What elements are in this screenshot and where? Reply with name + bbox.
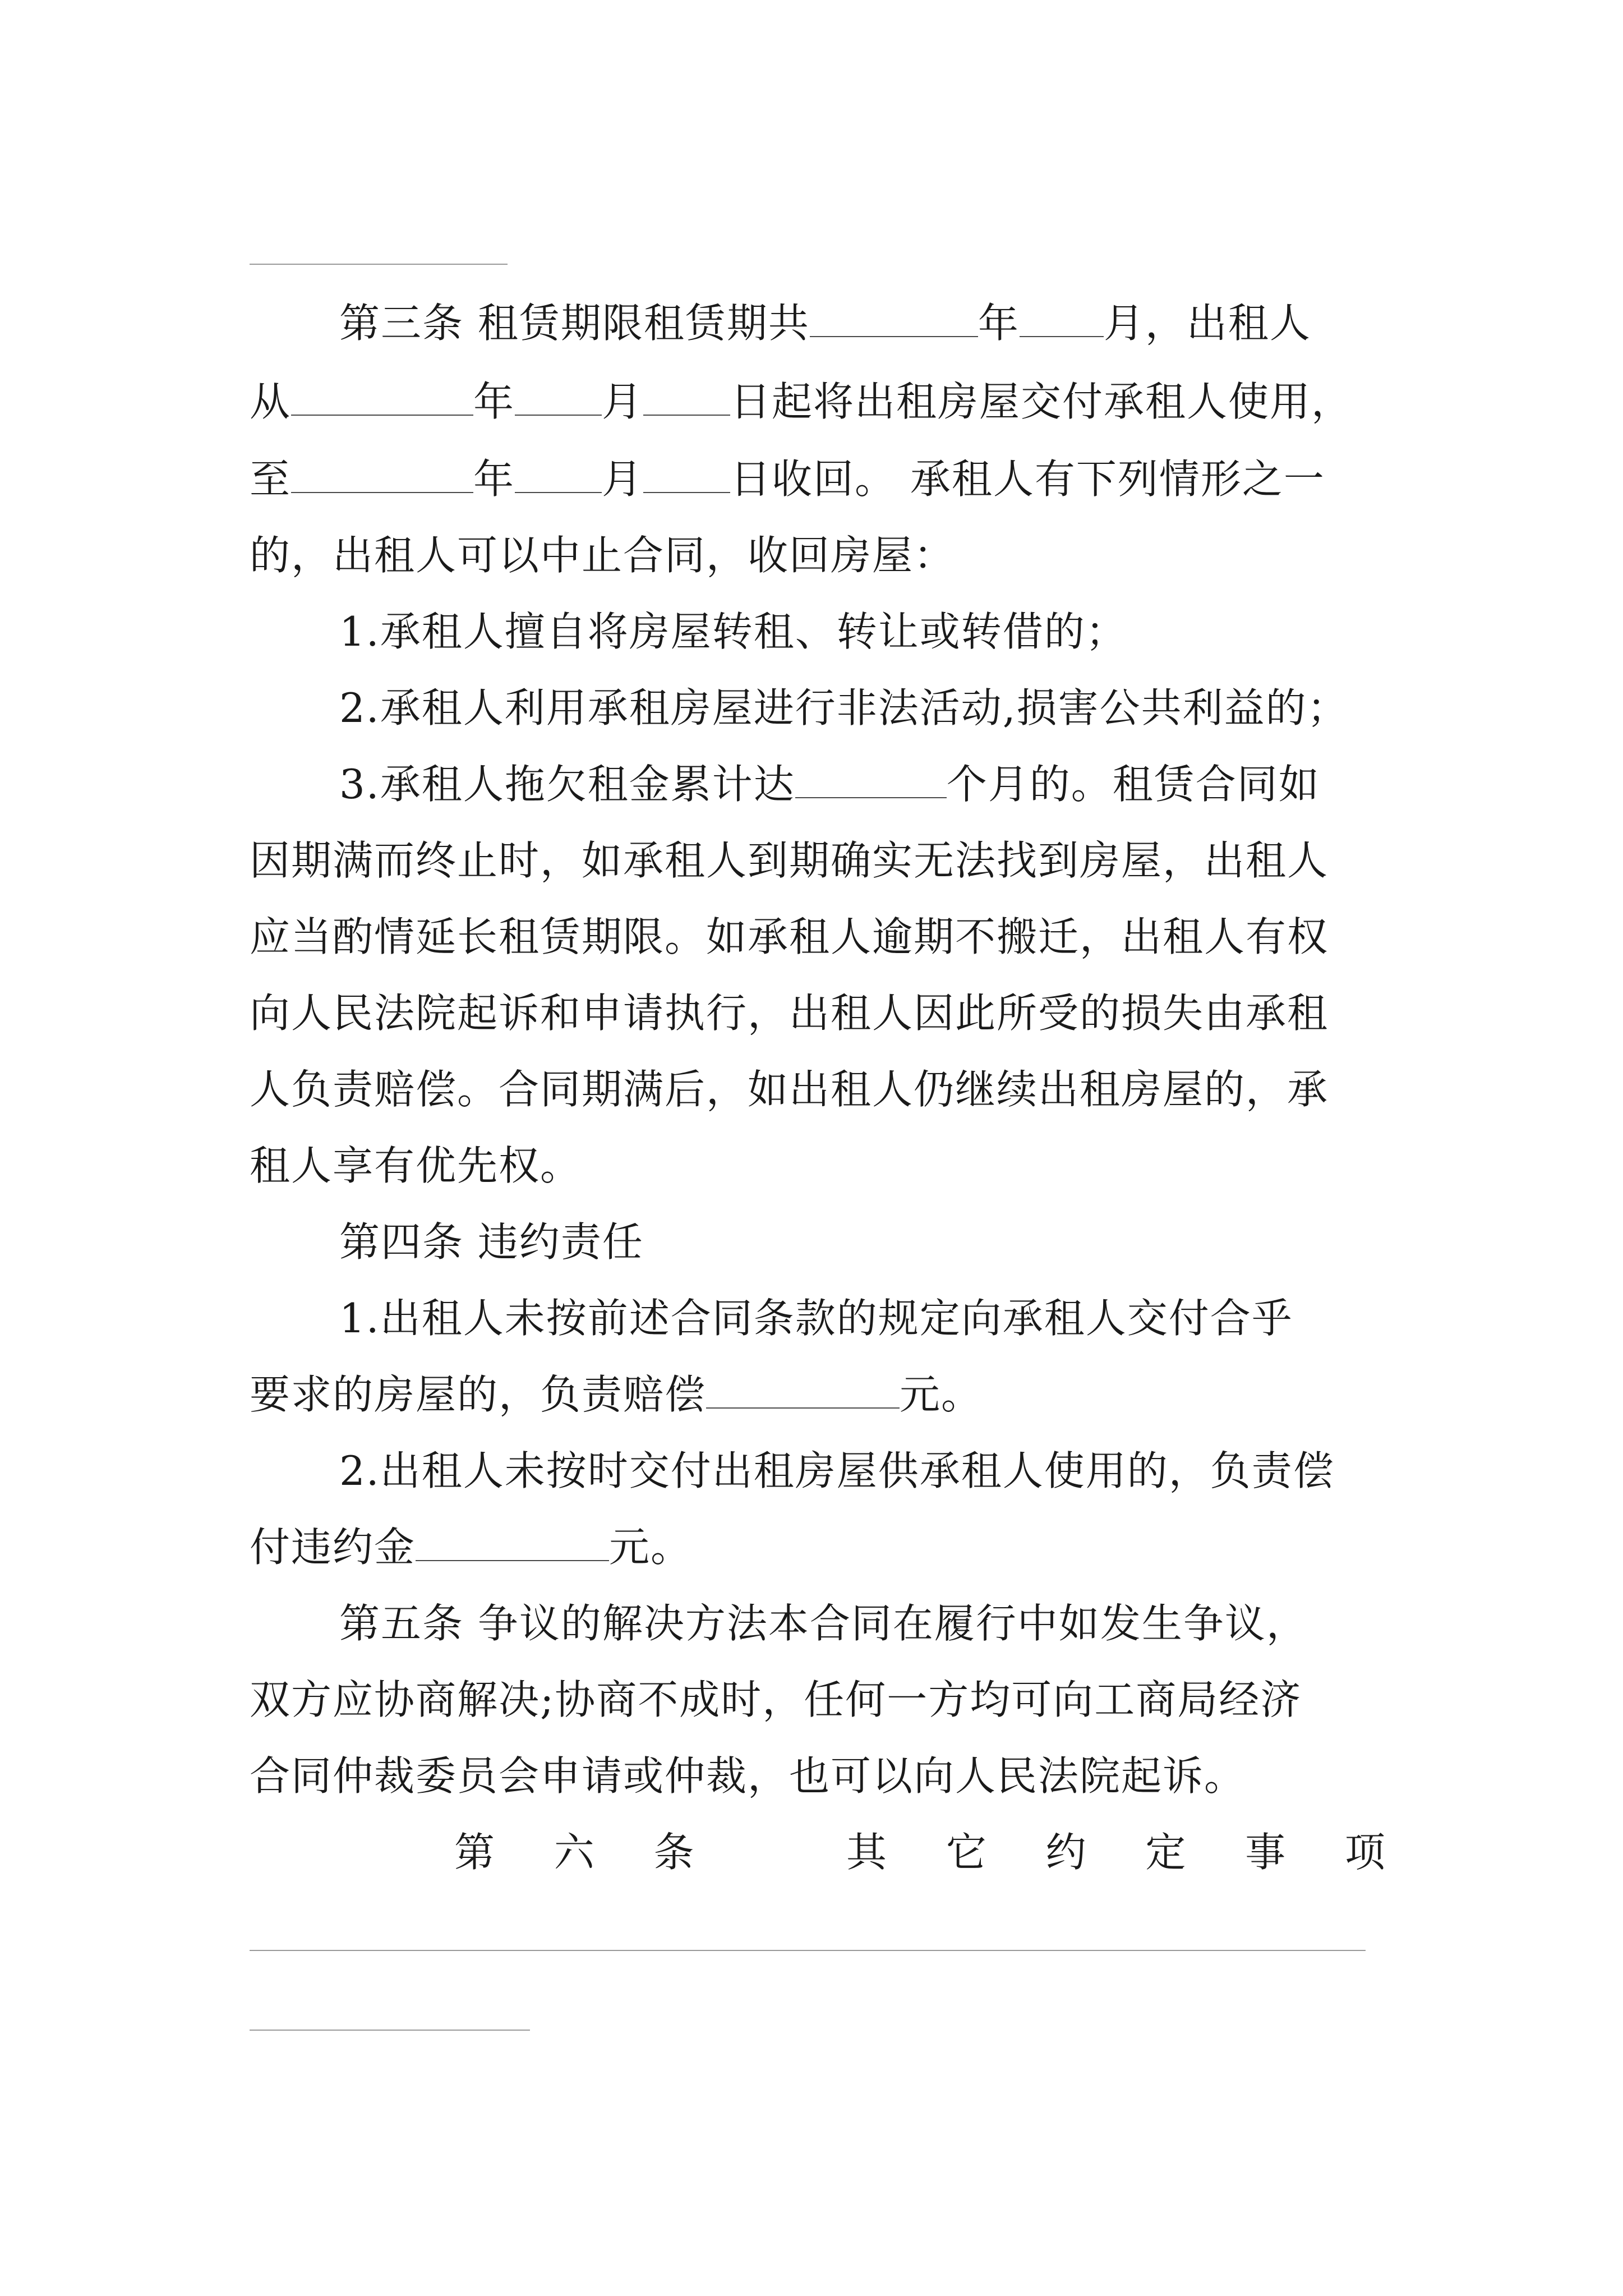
article4-heading: 第四条 违约责任 — [339, 1218, 644, 1266]
article3-text: 个月的。租赁合同如 — [946, 761, 1320, 808]
article6-char: 条 — [653, 1829, 694, 1876]
article6-heading — [454, 1830, 1385, 1875]
article3-line4: 的，出租人可以中止合同，收回房屋： — [250, 532, 956, 579]
article3-item1: 1.承租人擅自将房屋转租、转让或转借的； — [339, 608, 1127, 655]
article6-char: 项 — [1344, 1829, 1385, 1876]
article3-item2: 2.承租人利用承租房屋进行非法活动,损害公共利益的； — [339, 684, 1349, 731]
top-fill-line — [250, 264, 508, 265]
article3-text: 日收回。 承租人有下列情形之一 — [730, 455, 1325, 503]
end-year-blank[interactable] — [291, 457, 473, 493]
article4-item1-line1: 1.出租人未按前述合同条款的规定向承租人交付合乎 — [339, 1295, 1293, 1342]
from-label: 从 — [250, 378, 292, 425]
article4-text: 要求的房屋的，负责赔偿 — [250, 1371, 707, 1418]
month-label: 月 — [602, 455, 644, 503]
article6-char: 定 — [1145, 1829, 1186, 1876]
article5-line2: 双方应协商解决;协商不成时，任何一方均可向工商局经济 — [250, 1676, 1302, 1723]
year-label: 年 — [978, 300, 1020, 347]
start-day-blank[interactable] — [643, 380, 730, 416]
article3-line7: 向人民法院起诉和申请执行，出租人因此所受的损失由承租 — [250, 990, 1329, 1037]
year-label: 年 — [473, 455, 515, 503]
article4-item2-line1: 2.出租人未按时交付出租房屋供承租人使用的，负责偿 — [339, 1447, 1335, 1494]
article6-char: 约 — [1045, 1829, 1086, 1876]
end-day-blank[interactable] — [643, 457, 730, 493]
article3-line9: 租人享有优先权。 — [250, 1142, 582, 1189]
start-month-blank[interactable] — [515, 380, 602, 416]
article6-char: 第 — [454, 1829, 495, 1876]
to-label: 至 — [250, 455, 292, 503]
article3-line5: 因期满而终止时，如承租人到期确实无法找到房屋，出租人 — [250, 837, 1329, 884]
article4-text: 付违约金 — [250, 1524, 416, 1571]
article6-char: 事 — [1245, 1829, 1286, 1876]
other-terms-fill-line-2[interactable] — [250, 2030, 530, 2031]
start-year-blank[interactable] — [291, 380, 473, 416]
article4-item2-line2 — [250, 1525, 692, 1570]
year-label: 年 — [473, 378, 515, 425]
article6-gap — [753, 1830, 787, 1875]
article6-char: 它 — [946, 1829, 986, 1876]
penalty-amount-blank[interactable] — [416, 1525, 609, 1561]
article3-text: 第三条 租赁期限租赁期共 — [339, 300, 810, 347]
article3-item3 — [339, 762, 1320, 807]
article5-line1: 第五条 争议的解决方法本合同在履行中如发生争议， — [339, 1600, 1308, 1647]
article3-line1 — [339, 301, 1311, 346]
article3-text: 3.承租人拖欠租金累计达 — [339, 761, 795, 808]
end-month-blank[interactable] — [515, 457, 602, 493]
term-months-blank[interactable] — [1020, 301, 1104, 337]
article3-line3 — [250, 457, 1325, 501]
other-terms-fill-line[interactable] — [250, 1950, 1366, 1951]
article3-line8: 人负责赔偿。合同期满后，如出租人仍继续出租房屋的，承 — [250, 1066, 1329, 1113]
article4-item1-line2 — [250, 1372, 983, 1417]
yuan-label: 元。 — [900, 1371, 983, 1418]
article5-line3: 合同仲裁委员会申请或仲裁，也可以向人民法院起诉。 — [250, 1752, 1246, 1800]
term-years-blank[interactable] — [810, 301, 978, 337]
article3-text: 日起将出租房屋交付承租人使用， — [730, 378, 1353, 425]
compensation-amount-blank[interactable] — [706, 1373, 900, 1409]
article3-line6: 应当酌情延长租赁期限。如承租人逾期不搬迁，出租人有权 — [250, 913, 1329, 960]
month-label: 月 — [602, 378, 644, 425]
article6-char: 六 — [554, 1829, 594, 1876]
yuan-label: 元。 — [609, 1524, 693, 1571]
article3-text: 月，出租人 — [1103, 300, 1311, 347]
article6-char: 其 — [846, 1829, 887, 1876]
arrears-months-blank[interactable] — [795, 762, 947, 798]
article3-line2 — [250, 379, 1353, 424]
